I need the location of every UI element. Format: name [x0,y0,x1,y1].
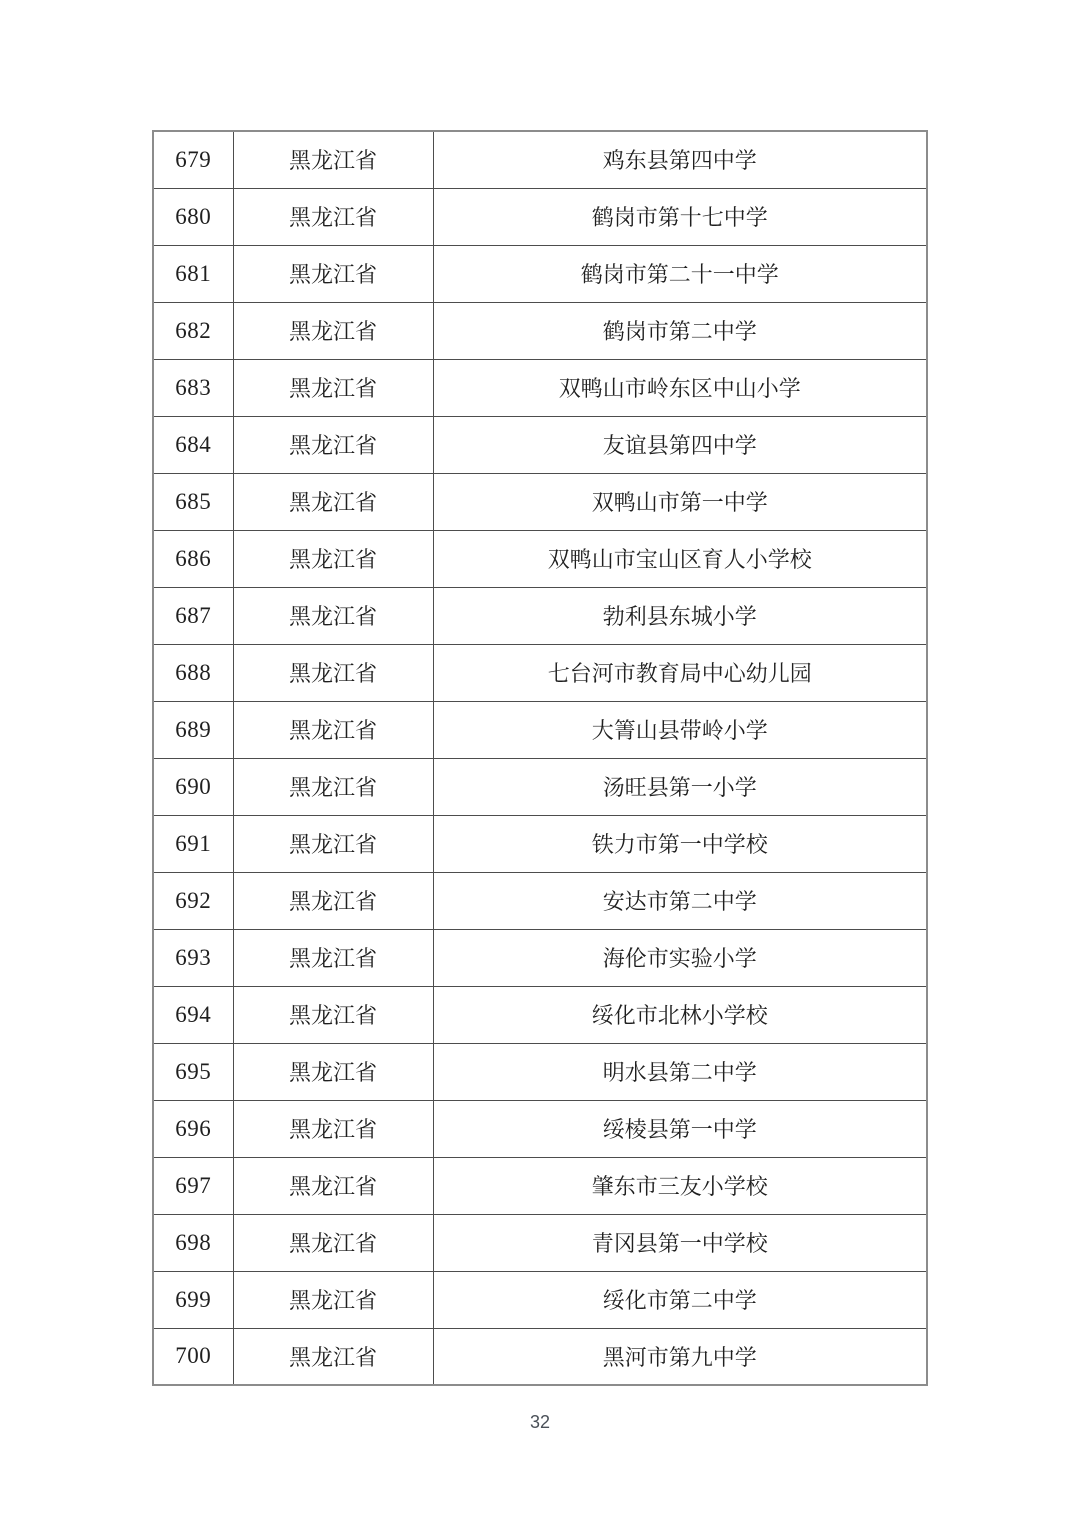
row-number-cell: 684 [153,416,233,473]
school-name-cell: 肇东市三友小学校 [433,1157,927,1214]
province-cell: 黑龙江省 [233,758,433,815]
row-number-cell: 694 [153,986,233,1043]
school-name-cell: 大箐山县带岭小学 [433,701,927,758]
row-number-cell: 688 [153,644,233,701]
province-cell: 黑龙江省 [233,644,433,701]
row-number-cell: 700 [153,1328,233,1385]
row-number-cell: 693 [153,929,233,986]
table-row [153,1043,927,1100]
row-number-cell: 687 [153,587,233,644]
row-number-cell: 681 [153,245,233,302]
school-name-cell: 双鸭山市第一中学 [433,473,927,530]
table-row [153,644,927,701]
school-name-cell: 友谊县第四中学 [433,416,927,473]
table-row [153,1214,927,1271]
row-number-cell: 679 [153,131,233,188]
province-cell: 黑龙江省 [233,359,433,416]
province-cell: 黑龙江省 [233,1328,433,1385]
table-row [153,131,927,188]
school-name-cell: 七台河市教育局中心幼儿园 [433,644,927,701]
table-row [153,815,927,872]
province-cell: 黑龙江省 [233,188,433,245]
school-name-cell: 铁力市第一中学校 [433,815,927,872]
province-cell: 黑龙江省 [233,587,433,644]
province-cell: 黑龙江省 [233,302,433,359]
row-number-cell: 682 [153,302,233,359]
province-cell: 黑龙江省 [233,701,433,758]
row-number-cell: 695 [153,1043,233,1100]
province-cell: 黑龙江省 [233,872,433,929]
province-cell: 黑龙江省 [233,416,433,473]
row-number-cell: 683 [153,359,233,416]
table-row [153,188,927,245]
school-name-cell: 海伦市实验小学 [433,929,927,986]
row-number-cell: 685 [153,473,233,530]
school-name-cell: 双鸭山市宝山区育人小学校 [433,530,927,587]
school-name-cell: 鹤岗市第二中学 [433,302,927,359]
school-name-cell: 绥化市第二中学 [433,1271,927,1328]
province-cell: 黑龙江省 [233,1100,433,1157]
province-cell: 黑龙江省 [233,530,433,587]
province-cell: 黑龙江省 [233,986,433,1043]
school-name-cell: 青冈县第一中学校 [433,1214,927,1271]
school-name-cell: 勃利县东城小学 [433,587,927,644]
table-row [153,473,927,530]
row-number-cell: 699 [153,1271,233,1328]
table-row [153,872,927,929]
page-number: 32 [529,1412,551,1432]
table-row [153,1100,927,1157]
school-name-cell: 绥化市北林小学校 [433,986,927,1043]
row-number-cell: 691 [153,815,233,872]
row-number-cell: 680 [153,188,233,245]
province-cell: 黑龙江省 [233,131,433,188]
school-name-cell: 绥棱县第一中学 [433,1100,927,1157]
row-number-cell: 689 [153,701,233,758]
province-cell: 黑龙江省 [233,245,433,302]
row-number-cell: 698 [153,1214,233,1271]
row-number-cell: 692 [153,872,233,929]
table-row [153,302,927,359]
row-number-cell: 696 [153,1100,233,1157]
province-cell: 黑龙江省 [233,1214,433,1271]
table-row [153,1157,927,1214]
province-cell: 黑龙江省 [233,473,433,530]
school-name-cell: 黑河市第九中学 [433,1328,927,1385]
school-name-cell: 汤旺县第一小学 [433,758,927,815]
row-number-cell: 690 [153,758,233,815]
school-table-body [153,131,927,1385]
table-row [153,701,927,758]
province-cell: 黑龙江省 [233,1271,433,1328]
province-cell: 黑龙江省 [233,1043,433,1100]
school-name-cell: 双鸭山市岭东区中山小学 [433,359,927,416]
school-name-cell: 鹤岗市第十七中学 [433,188,927,245]
table-row [153,986,927,1043]
school-name-cell: 鸡东县第四中学 [433,131,927,188]
row-number-cell: 686 [153,530,233,587]
school-list-table [152,130,928,1386]
table-row [153,530,927,587]
province-cell: 黑龙江省 [233,815,433,872]
table-row [153,587,927,644]
row-number-cell: 697 [153,1157,233,1214]
table-row [153,1271,927,1328]
table-row [153,359,927,416]
school-name-cell: 明水县第二中学 [433,1043,927,1100]
table-row [153,416,927,473]
school-name-cell: 鹤岗市第二十一中学 [433,245,927,302]
school-name-cell: 安达市第二中学 [433,872,927,929]
province-cell: 黑龙江省 [233,929,433,986]
table-row [153,758,927,815]
table-row [153,245,927,302]
province-cell: 黑龙江省 [233,1157,433,1214]
table-row [153,1328,927,1385]
table-row [153,929,927,986]
